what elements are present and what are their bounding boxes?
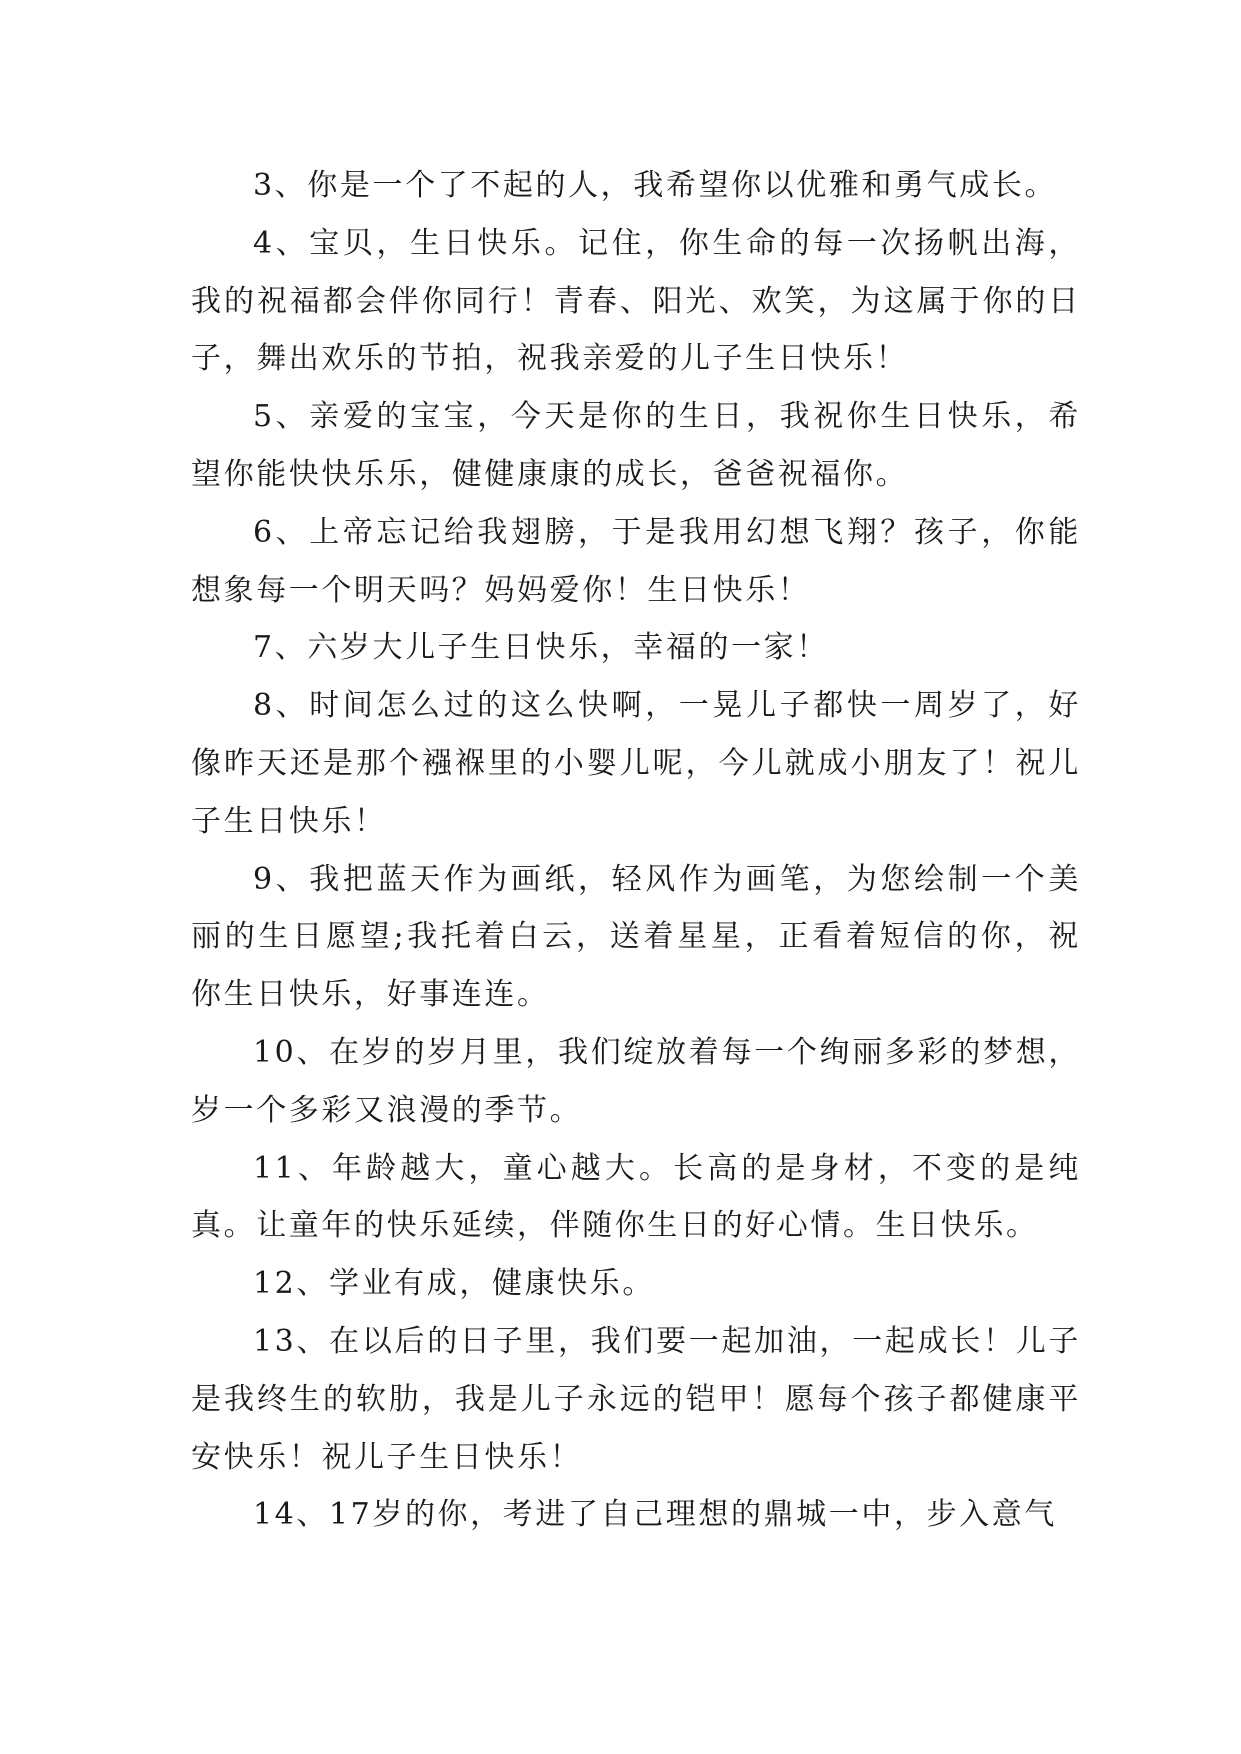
paragraph-wish-4: 4、宝贝，生日快乐。记住，你生命的每一次扬帆出海，我的祝福都会伴你同行！青春、阳光、欢笑，为这属于你的日子，舞出欢乐的节拍，祝我亲爱的儿子生日快乐！ (191, 225, 1081, 377)
paragraph-wish-13: 13、在以后的日子里，我们要一起加油，一起成长！儿子是我终生的软肋，我是儿子永远的铠甲！愿每个孩子都健康平安快乐！祝儿子生日快乐！ (191, 1323, 1081, 1475)
document-body (191, 157, 1081, 1544)
paragraph-wish-6: 6、上帝忘记给我翅膀，于是我用幻想飞翔？孩子，你能想象每一个明天吗？妈妈爱你！生日快乐！ (191, 514, 1081, 608)
paragraph-wish-3: 3、你是一个了不起的人，我希望你以优雅和勇气成长。 (253, 168, 1058, 203)
paragraph-wish-9: 9、我把蓝天作为画纸，轻风作为画笔，为您绘制一个美丽的生日愿望;我托着白云，送着星星，正看着短信的你，祝你生日快乐，好事连连。 (191, 861, 1081, 1013)
paragraph-wish-7: 7、六岁大儿子生日快乐，幸福的一家！ (253, 630, 829, 666)
paragraph-wish-8: 8、时间怎么过的这么快啊，一晃儿子都快一周岁了，好像昨天还是那个襁褓里的小婴儿呢，今儿就成小朋友了！祝儿子生日快乐！ (191, 688, 1081, 839)
paragraph-wish-12: 12、学业有成，健康快乐。 (253, 1266, 655, 1302)
paragraph-wish-14: 14、17岁的你，考进了自己理想的鼎城一中，步入意气 (253, 1497, 1057, 1533)
paragraph-wish-11: 11、年龄越大，童心越大。长高的是身材，不变的是纯真。让童年的快乐延续，伴随你生日的好心情。生日快乐。 (191, 1150, 1081, 1244)
paragraph-wish-10: 10、在岁的岁月里，我们绽放着每一个绚丽多彩的梦想，岁一个多彩又浪漫的季节。 (191, 1034, 1081, 1128)
paragraph-wish-5: 5、亲爱的宝宝，今天是你的生日，我祝你生日快乐，希望你能快快乐乐，健健康康的成长，爸爸祝福你。 (191, 399, 1081, 492)
